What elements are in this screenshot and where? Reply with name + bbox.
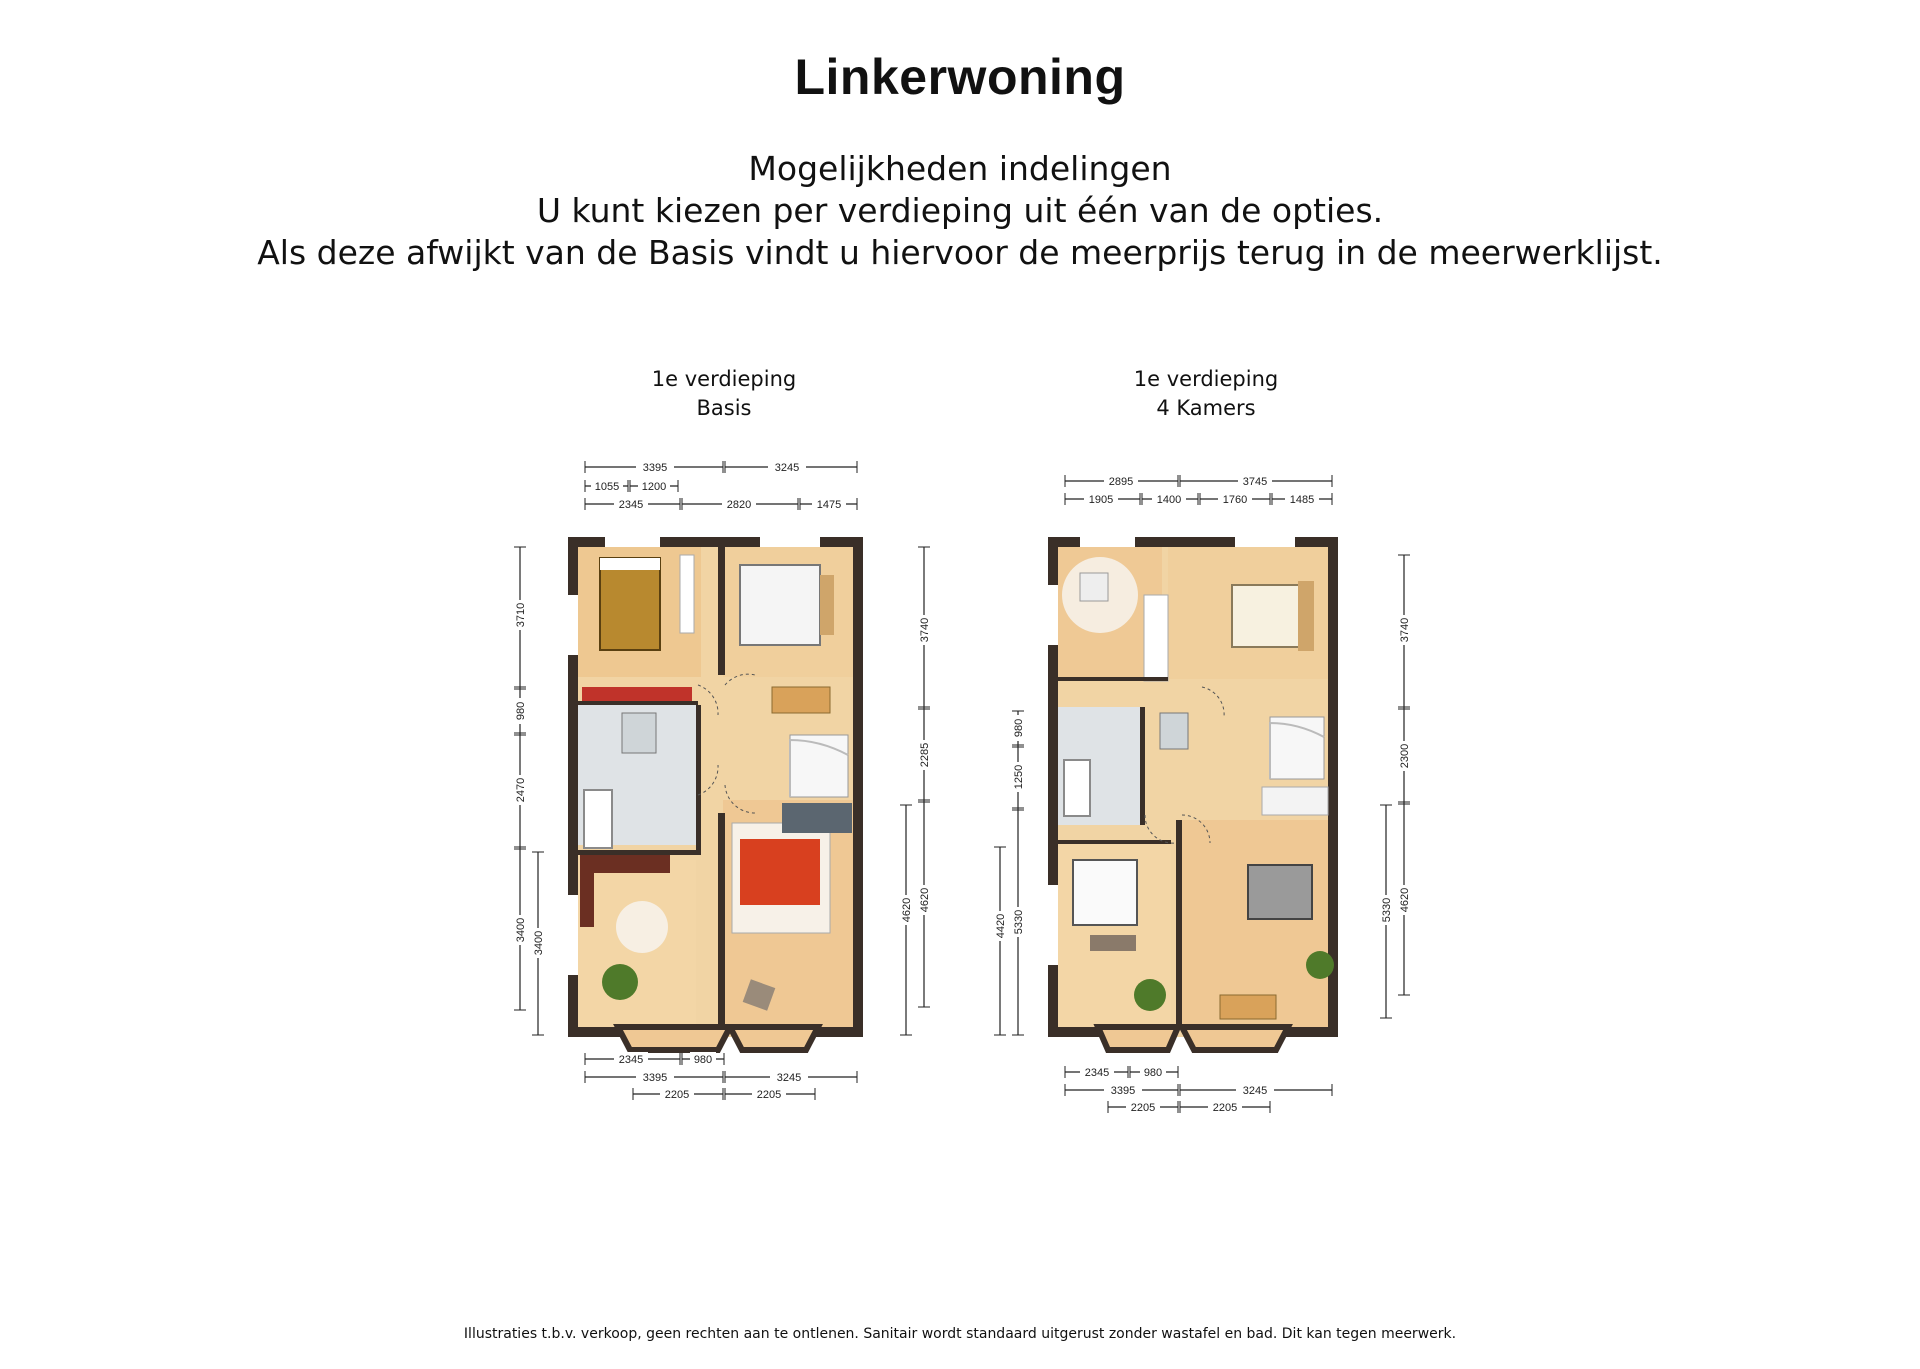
dim-label: 3245 bbox=[1242, 1085, 1268, 1097]
dim-label: 4620 bbox=[919, 887, 931, 913]
dims-bottom bbox=[585, 1052, 857, 1101]
dim-label: 2820 bbox=[726, 499, 752, 511]
dim-label: 3400 bbox=[515, 917, 527, 943]
plan-4kamers-caption-variant: 4 Kamers bbox=[1156, 396, 1256, 420]
dim-label: 3740 bbox=[919, 617, 931, 643]
dim-label: 980 bbox=[693, 1054, 713, 1066]
dim-label: 3395 bbox=[642, 1072, 668, 1084]
bath-basis bbox=[584, 790, 612, 848]
dim-label: 4420 bbox=[995, 913, 1007, 939]
plan-basis-caption-variant: Basis bbox=[696, 396, 752, 420]
dims-left bbox=[513, 547, 545, 1035]
dim-label: 3710 bbox=[515, 602, 527, 628]
dim-label: 980 bbox=[515, 701, 527, 721]
page-title: Linkerwoning bbox=[794, 49, 1126, 105]
dim-label: 5330 bbox=[1013, 909, 1025, 935]
dim-label: 3395 bbox=[642, 462, 668, 474]
dim-label: 3740 bbox=[1399, 617, 1411, 643]
dim-label: 3395 bbox=[1110, 1085, 1136, 1097]
dim-label: 1055 bbox=[594, 481, 620, 493]
dim-label: 2345 bbox=[618, 499, 644, 511]
dim-label: 2345 bbox=[618, 1054, 644, 1066]
plant-icon bbox=[1306, 951, 1334, 979]
plant-icon bbox=[1134, 979, 1166, 1011]
dims-top bbox=[585, 460, 857, 511]
dim-label: 2895 bbox=[1108, 476, 1134, 488]
dims-left bbox=[993, 711, 1025, 1035]
dim-label: 2205 bbox=[1212, 1102, 1238, 1114]
plan-4kamers-caption bbox=[1006, 365, 1406, 423]
dim-label: 3745 bbox=[1242, 476, 1268, 488]
dim-label: 980 bbox=[1143, 1067, 1163, 1079]
armchair bbox=[1080, 573, 1108, 601]
floor-area bbox=[568, 537, 863, 1050]
dim-label: 2300 bbox=[1399, 743, 1411, 769]
bath-4k bbox=[1064, 760, 1090, 816]
wardrobe-basis bbox=[582, 687, 692, 701]
dim-label: 1760 bbox=[1222, 494, 1248, 506]
dim-label: 2345 bbox=[1084, 1067, 1110, 1079]
dim-label: 2205 bbox=[1130, 1102, 1156, 1114]
dim-label: 980 bbox=[1013, 718, 1025, 738]
dim-label: 1475 bbox=[816, 499, 842, 511]
dim-label: 1905 bbox=[1088, 494, 1114, 506]
floor-area bbox=[1048, 537, 1338, 1050]
dim-label: 4620 bbox=[1399, 887, 1411, 913]
dim-label: 2285 bbox=[919, 742, 931, 768]
dim-label: 5330 bbox=[1381, 897, 1393, 923]
bed-basis-2 bbox=[740, 565, 820, 645]
dim-label: 2205 bbox=[756, 1089, 782, 1101]
disclaimer-footer: Illustraties t.b.v. verkoop, geen rechten aan te ontlenen. Sanitair wordt standaard uitgerust zonder wastafel en bad. Dit kan tegen meerwerk. bbox=[463, 1326, 1457, 1342]
dim-label: 1200 bbox=[641, 481, 667, 493]
dims-right bbox=[1379, 555, 1411, 1018]
bed-basis-1 bbox=[600, 558, 660, 650]
bed-basis-3 bbox=[740, 839, 820, 905]
dims-right bbox=[899, 547, 931, 1035]
floorplan-4-kamers bbox=[980, 455, 1420, 1135]
intro-line-2: U kunt kiezen per verdieping uit één van de opties. bbox=[536, 191, 1384, 230]
dim-label: 1250 bbox=[1013, 764, 1025, 790]
intro-text bbox=[0, 148, 1920, 274]
intro-line-1: Mogelijkheden indelingen bbox=[748, 149, 1172, 188]
dims-bottom bbox=[1065, 1065, 1332, 1114]
dim-label: 3400 bbox=[533, 930, 545, 956]
dim-label: 3245 bbox=[776, 1072, 802, 1084]
dim-label: 2470 bbox=[515, 777, 527, 803]
bed-4k-3 bbox=[1248, 865, 1312, 919]
plan-basis-caption bbox=[524, 365, 924, 423]
dim-label: 2205 bbox=[664, 1089, 690, 1101]
dim-label: 4620 bbox=[901, 897, 913, 923]
dim-label: 1400 bbox=[1156, 494, 1182, 506]
bed-4k-2 bbox=[1073, 860, 1137, 925]
dims-top bbox=[1065, 474, 1332, 506]
plan-basis-caption-floor: 1e verdieping bbox=[651, 367, 797, 391]
plan-4kamers-caption-floor: 1e verdieping bbox=[1133, 367, 1279, 391]
floorplan-basis bbox=[500, 455, 940, 1110]
intro-line-3: Als deze afwijkt van de Basis vindt u hiervoor de meerprijs terug in de meerwerklijst. bbox=[257, 233, 1663, 272]
plant-icon bbox=[602, 964, 638, 1000]
dim-label: 3245 bbox=[774, 462, 800, 474]
dim-label: 1485 bbox=[1289, 494, 1315, 506]
